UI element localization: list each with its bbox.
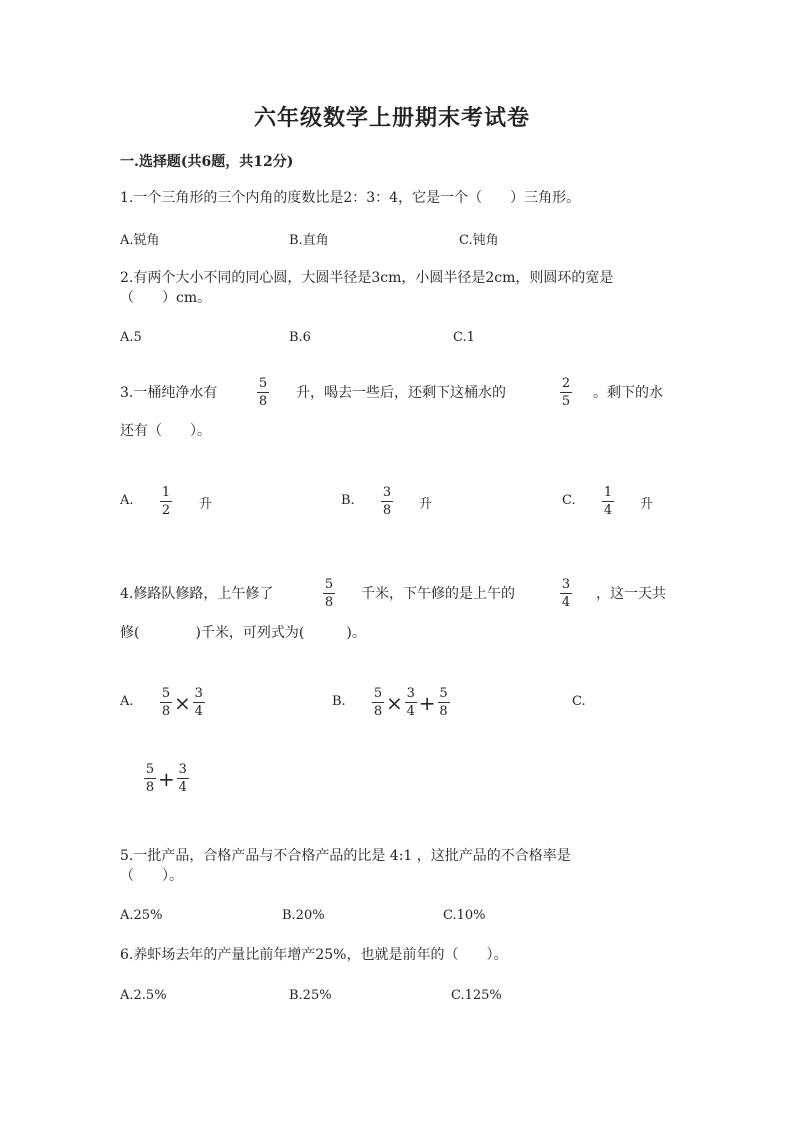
q6-option-a[interactable]: A.2.5% bbox=[120, 988, 167, 1003]
q6-option-b[interactable]: B.25% bbox=[289, 988, 332, 1003]
q4-option-a[interactable]: A. bbox=[120, 694, 134, 709]
question-4-part1: 4.修路队修路，上午修了 bbox=[120, 586, 274, 602]
question-3-line2: 还有（ ）。 bbox=[120, 423, 211, 439]
q3-fraction-remaining bbox=[560, 376, 572, 409]
q4-b-fraction-1 bbox=[372, 686, 384, 719]
q3-f1-numerator: 5 bbox=[258, 376, 268, 391]
q3-f1-denominator: 8 bbox=[258, 394, 268, 409]
q1-option-c[interactable]: C.钝角 bbox=[459, 233, 499, 248]
q4-a-f2-den: 4 bbox=[194, 704, 203, 719]
q4-a-fraction-1 bbox=[160, 686, 172, 719]
q3-option-b[interactable]: B. bbox=[341, 493, 355, 508]
q4-option-a-expression bbox=[160, 686, 205, 719]
exam-title: 六年级数学上册期末考试卷 bbox=[254, 105, 531, 131]
q4-f1-denominator: 8 bbox=[324, 595, 334, 610]
q1-option-b[interactable]: B.直角 bbox=[289, 233, 329, 248]
question-3-part3: 。剩下的水 bbox=[593, 385, 663, 401]
q4-a-f2-num: 3 bbox=[194, 686, 203, 701]
q4-option-b[interactable]: B. bbox=[332, 694, 346, 709]
question-4-part2: 千米，下午修的是上午的 bbox=[361, 586, 515, 602]
q4-a-fraction-2 bbox=[193, 686, 205, 719]
q3-f2-denominator: 5 bbox=[561, 394, 571, 409]
q3-option-c-fraction bbox=[602, 485, 614, 518]
q4-b-f1-den: 8 bbox=[373, 704, 383, 719]
q4-c-fraction-1 bbox=[144, 762, 156, 795]
q4-b-f2-den: 4 bbox=[406, 704, 415, 719]
question-4-line2: 修( )千米，可列式为( )。 bbox=[120, 625, 366, 641]
question-5-line1: 5.一批产品，合格产品与不合格产品的比是 4:1 ，这批产品的不合格率是 bbox=[120, 848, 571, 864]
plus-sign: + bbox=[158, 766, 175, 791]
q4-fraction-morning bbox=[323, 577, 335, 610]
q5-option-c[interactable]: C.10% bbox=[443, 908, 486, 923]
q4-b-f3-den: 8 bbox=[439, 704, 448, 719]
q4-f1-numerator: 5 bbox=[324, 577, 334, 592]
q4-b-fraction-3 bbox=[438, 686, 450, 719]
q3-option-a[interactable]: A. bbox=[120, 493, 134, 508]
q4-a-f1-num: 5 bbox=[161, 686, 171, 701]
multiply-sign: × bbox=[174, 690, 191, 715]
q3-option-b-unit: 升 bbox=[419, 497, 433, 512]
q4-a-f1-den: 8 bbox=[161, 704, 171, 719]
q4-c-f2-den: 4 bbox=[178, 780, 187, 795]
q2-option-c[interactable]: C.1 bbox=[453, 330, 475, 345]
q4-b-f1-num: 5 bbox=[373, 686, 383, 701]
q3-option-c[interactable]: C. bbox=[562, 493, 576, 508]
multiply-sign: × bbox=[386, 690, 403, 715]
question-6: 6.养虾场去年的产量比前年增产25%，也就是前年的（ ）。 bbox=[120, 947, 508, 963]
q3-option-a-unit: 升 bbox=[199, 497, 213, 512]
q4-f2-numerator: 3 bbox=[561, 577, 571, 592]
q4-option-c[interactable]: C. bbox=[572, 694, 586, 709]
q2-option-a[interactable]: A.5 bbox=[120, 330, 142, 345]
q3-f2-numerator: 2 bbox=[561, 376, 571, 391]
q4-c-f2-num: 3 bbox=[178, 762, 187, 777]
q4-b-fraction-2 bbox=[405, 686, 417, 719]
q4-option-b-expression bbox=[372, 686, 450, 719]
q3-c-denominator: 4 bbox=[603, 503, 613, 518]
section-heading: 一.选择题(共6题，共12分) bbox=[120, 154, 294, 170]
question-3-part2: 升，喝去一些后，还剩下这桶水的 bbox=[296, 385, 506, 401]
q1-option-a[interactable]: A.锐角 bbox=[120, 233, 160, 248]
q5-option-a[interactable]: A.25% bbox=[120, 908, 163, 923]
q4-c-fraction-2 bbox=[177, 762, 189, 795]
question-3-part1: 3.一桶纯净水有 bbox=[120, 385, 218, 401]
q4-c-f1-den: 8 bbox=[145, 780, 155, 795]
q3-b-denominator: 8 bbox=[382, 503, 392, 518]
q4-b-f3-num: 5 bbox=[439, 686, 448, 701]
q3-a-denominator: 2 bbox=[161, 503, 171, 518]
q3-b-numerator: 3 bbox=[382, 485, 392, 500]
question-2-line2: （ ）cm。 bbox=[120, 290, 212, 306]
q5-option-b[interactable]: B.20% bbox=[282, 908, 325, 923]
question-4-part3: ，这一天共 bbox=[596, 586, 666, 602]
q3-c-numerator: 1 bbox=[603, 485, 613, 500]
q2-option-b[interactable]: B.6 bbox=[289, 330, 311, 345]
question-2-line1: 2.有两个大小不同的同心圆，大圆半径是3cm，小圆半径是2cm，则圆环的宽是 bbox=[120, 270, 614, 286]
q3-option-c-unit: 升 bbox=[640, 497, 654, 512]
q4-fraction-ratio bbox=[560, 577, 572, 610]
question-5-line2: （ ）。 bbox=[120, 868, 183, 884]
q3-option-a-fraction bbox=[160, 485, 172, 518]
q6-option-c[interactable]: C.125% bbox=[451, 988, 502, 1003]
q3-option-b-fraction bbox=[381, 485, 393, 518]
q3-a-numerator: 1 bbox=[161, 485, 171, 500]
q4-c-f1-num: 5 bbox=[145, 762, 155, 777]
question-1: 1.一个三角形的三个内角的度数比是2：3：4，它是一个（ ）三角形。 bbox=[120, 190, 581, 206]
q4-f2-denominator: 4 bbox=[561, 595, 571, 610]
q3-fraction-total bbox=[257, 376, 269, 409]
plus-sign: + bbox=[418, 690, 436, 715]
q4-option-c-expression bbox=[144, 762, 189, 795]
q4-b-f2-num: 3 bbox=[406, 686, 415, 701]
